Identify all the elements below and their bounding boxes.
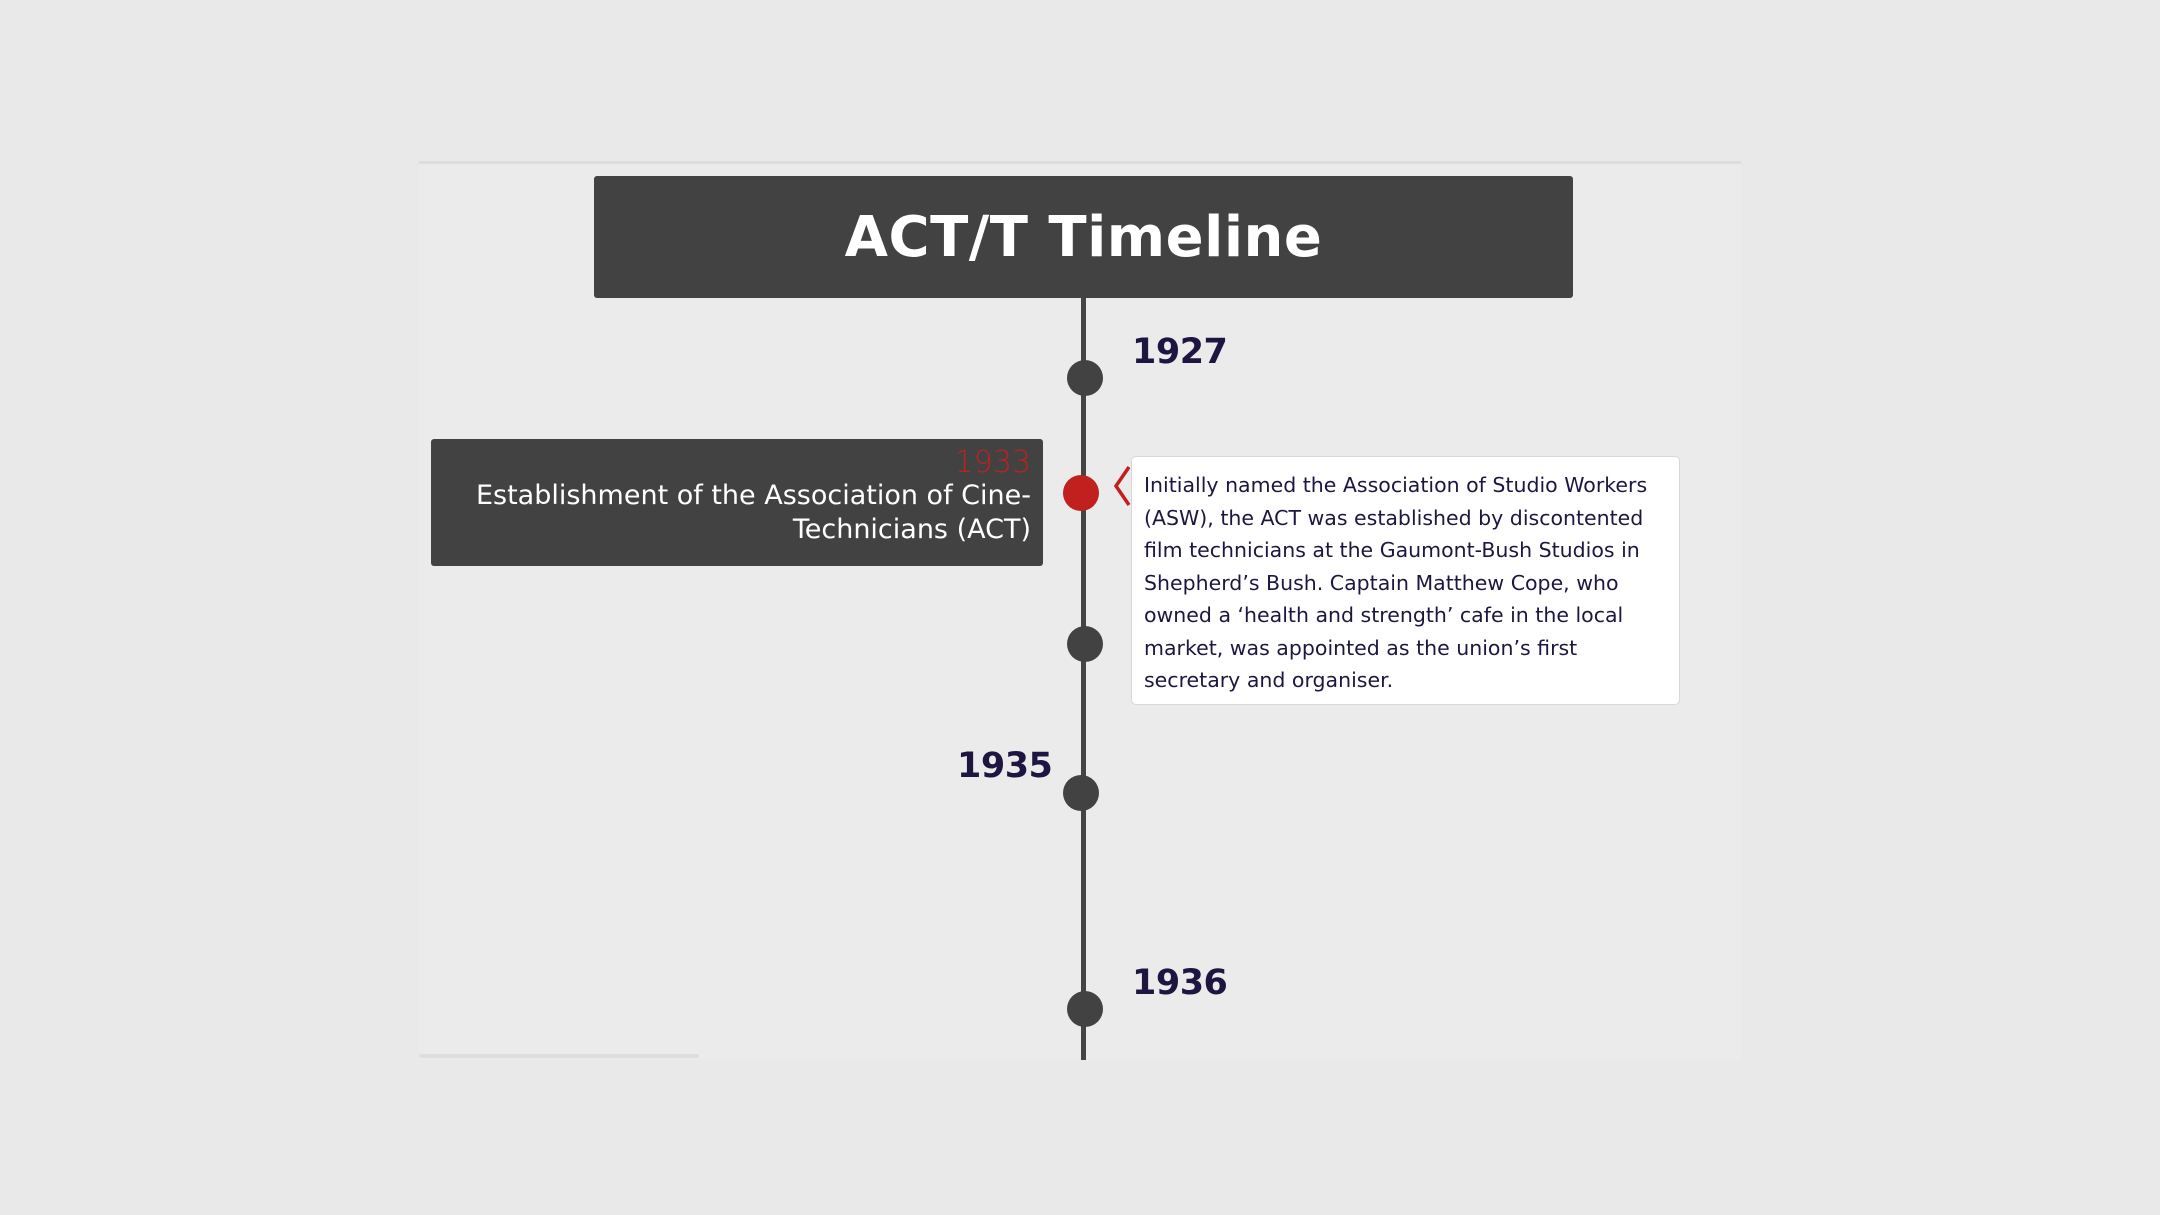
event-title: Establishment of the Association of Cine-Technicians (ACT) bbox=[475, 480, 1031, 545]
timeline-axis bbox=[1081, 294, 1086, 1060]
timeline-dot[interactable] bbox=[1067, 626, 1103, 662]
timeline-panel[interactable] bbox=[419, 161, 1741, 1060]
event-card-1933[interactable] bbox=[431, 439, 1043, 566]
timeline-year-1927[interactable]: 1927 bbox=[1132, 332, 1228, 372]
horizontal-scrollbar[interactable] bbox=[419, 1054, 699, 1058]
timeline-dot-1933-active[interactable] bbox=[1063, 475, 1099, 511]
timeline-dot-1935[interactable] bbox=[1063, 775, 1099, 811]
event-description: Initially named the Association of Studio Workers (ASW), the ACT was established by discontented film technicians at the Gaumont-Bush Studios in Shepherd’s Bush. Captain Matthew Cope, who owned a ‘health and strength’ cafe in the local market, was appointed as the union’s first secretary and organiser. bbox=[1144, 473, 1648, 692]
timeline-year-1935[interactable]: 1935 bbox=[957, 746, 1053, 786]
timeline-dot-1936[interactable] bbox=[1067, 991, 1103, 1027]
timeline-year-1936[interactable]: 1936 bbox=[1132, 963, 1228, 1003]
event-year-label: 1933 bbox=[954, 445, 1031, 480]
event-detail-card bbox=[1131, 456, 1680, 705]
timeline-dot-1927[interactable] bbox=[1067, 360, 1103, 396]
timeline-header bbox=[594, 176, 1573, 298]
page-title: ACT/T Timeline bbox=[844, 204, 1323, 270]
